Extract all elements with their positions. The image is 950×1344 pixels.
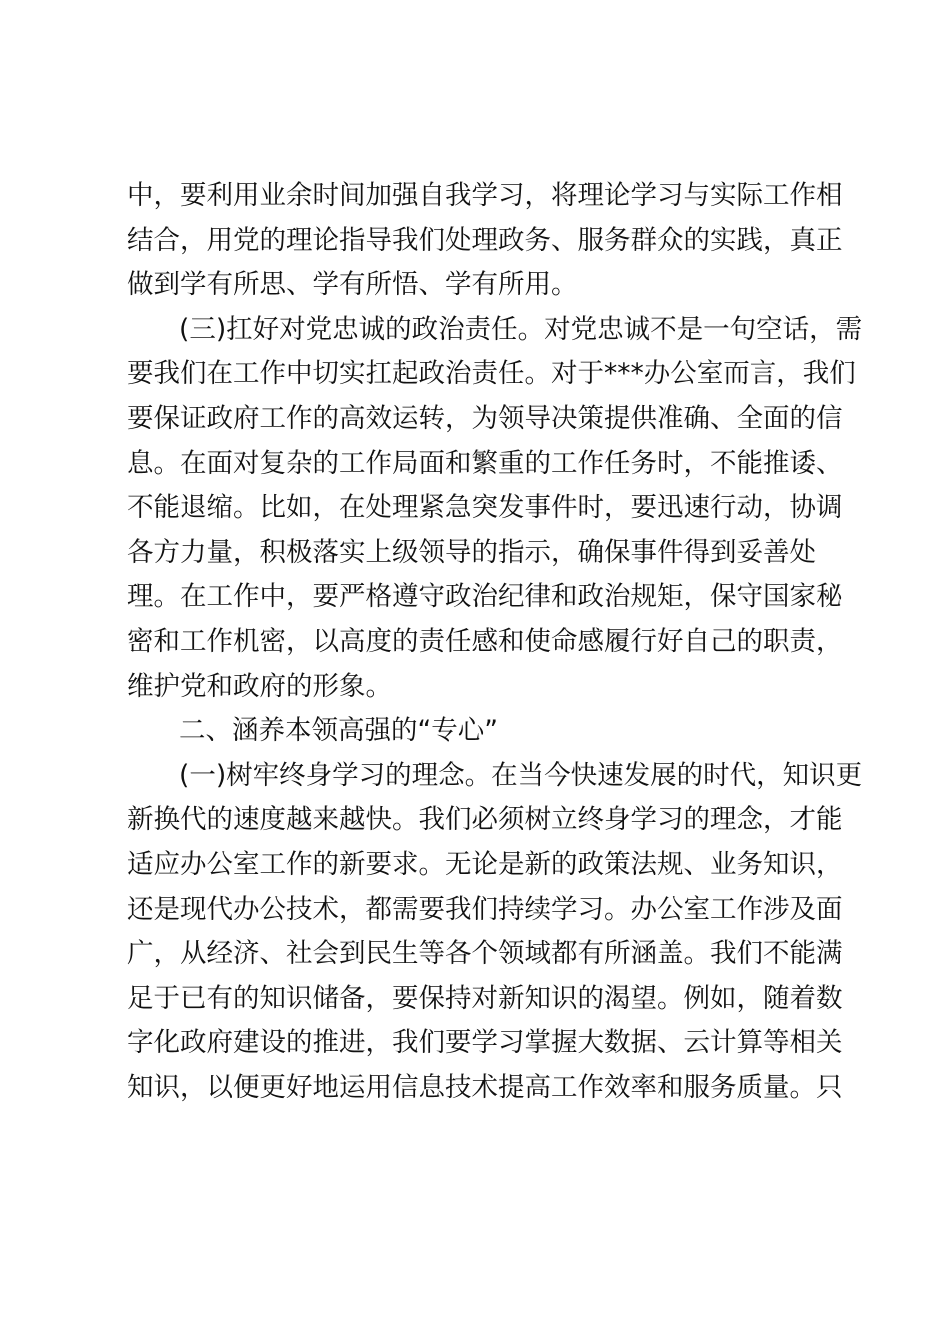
text-line: 息。在面对复杂的工作局面和繁重的工作任务时，不能推诿、 [127,447,843,479]
text-line: 中，要利用业余时间加强自我学习，将理论学习与实际工作相 [127,180,843,211]
text-line: 做到学有所思、学有所悟、学有所用。 [127,269,578,301]
heading-text: 二、涵养本领高强的“专心” [179,715,498,747]
text-line: 足于已有的知识储备，要保持对新知识的渴望。例如，随着数 [127,982,843,1014]
text-line: 广，从经济、社会到民生等各个领域都有所涵盖。我们不能满 [127,938,843,970]
paragraph-section-1 [127,754,863,1111]
text-line: 要保证政府工作的高效运转，为领导决策提供准确、全面的信 [127,402,843,434]
document-body [127,174,863,1110]
paragraph-section-3 [127,308,863,709]
text-line: 维护党和政府的形象。 [127,670,392,702]
text-line: 理。在工作中，要严格遵守政治纪律和政治规矩，保守国家秘 [127,581,843,613]
paragraph-continuation [127,174,843,308]
text-line: 不能退缩。比如，在处理紧急突发事件时，要迅速行动，协调 [127,492,843,524]
section-heading [127,709,827,754]
text-line: 要我们在工作中切实扛起政治责任。对于***办公室而言，我们 [127,358,856,390]
text-line: 适应办公室工作的新要求。无论是新的政策法规、业务知识， [127,848,843,880]
text-line: (三)扛好对党忠诚的政治责任。对党忠诚不是一句空话，需 [179,313,863,345]
text-line: 密和工作机密，以高度的责任感和使命感履行好自己的职责， [127,625,843,657]
text-line: 结合，用党的理论指导我们处理政务、服务群众的实践，真正 [127,224,843,256]
text-line: 各方力量，积极落实上级领导的指示，确保事件得到妥善处 [127,536,816,568]
text-line: 还是现代办公技术，都需要我们持续学习。办公室工作涉及面 [127,893,843,925]
text-line: 知识，以便更好地运用信息技术提高工作效率和服务质量。只 [127,1071,843,1103]
text-line: 字化政府建设的推进，我们要学习掌握大数据、云计算等相关 [127,1027,843,1059]
text-line: 新换代的速度越来越快。我们必须树立终身学习的理念，才能 [127,804,843,836]
text-line: (一)树牢终身学习的理念。在当今快速发展的时代，知识更 [179,759,863,791]
